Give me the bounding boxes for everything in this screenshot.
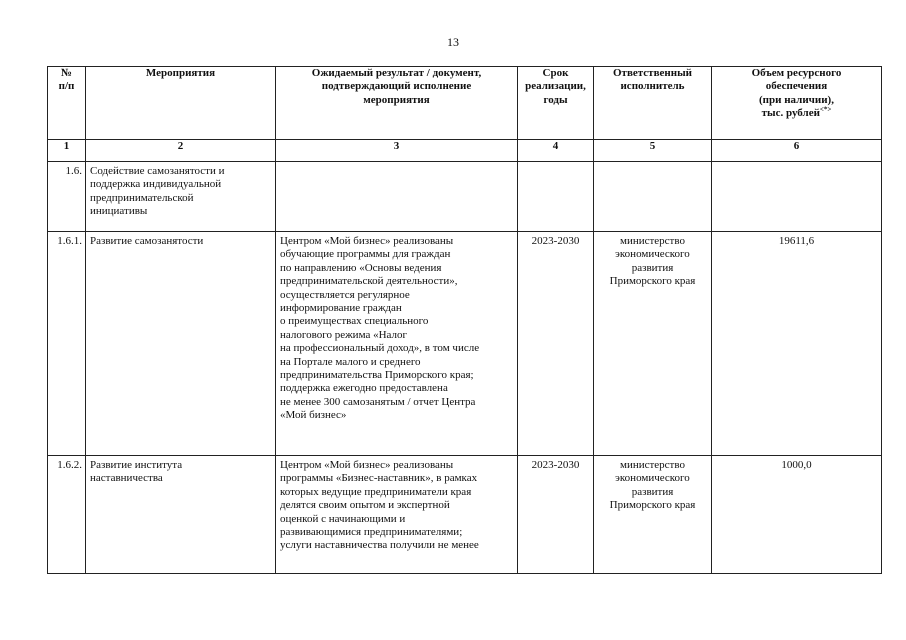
amount-cell: 1000,0: [712, 456, 882, 574]
executor-text-line: развития: [631, 485, 674, 498]
column-number: 1: [48, 140, 86, 162]
plan-table: [47, 66, 882, 574]
table-row: [48, 162, 882, 232]
result-text-line: осуществляется регулярное: [280, 288, 410, 301]
result-text-line: Центром «Мой бизнес» реализованы: [280, 459, 454, 471]
amount-cell: 19611,6: [712, 232, 882, 456]
header-text-line: п/п: [58, 80, 75, 93]
row-number-cell: 1.6.1.: [48, 232, 86, 456]
result-text-line: услуги наставничества получили не менее: [280, 539, 479, 552]
result-cell: [276, 162, 518, 232]
amount-cell: [712, 162, 882, 232]
header-text-line: годы: [543, 93, 568, 106]
header-number: [48, 67, 86, 140]
header-term: [518, 67, 594, 140]
event-cell: [86, 456, 276, 574]
result-text-line: обучающие программы для граждан: [280, 248, 451, 261]
event-text-line: поддержка индивидуальной: [90, 178, 222, 191]
header-text-line: исполнитель: [620, 80, 685, 93]
row-number-cell: 1.6.2.: [48, 456, 86, 574]
table-row: [48, 456, 882, 574]
executor-text-line: министерство: [619, 235, 685, 247]
result-text-line: на Портале малого и среднего: [280, 355, 421, 368]
result-text-line: делятся своим опытом и экспертной: [280, 499, 450, 512]
executor-text-line: развития: [631, 261, 674, 274]
result-text-line: на профессиональный доход», в том числе: [280, 342, 480, 355]
table-header-row: [48, 67, 882, 140]
event-text-line: инициативы: [90, 205, 148, 218]
term-cell: 2023-2030: [518, 232, 594, 456]
row-number-cell: 1.6.: [48, 162, 86, 232]
result-text-line: о преимуществах специального: [280, 315, 429, 328]
header-text-line: Срок: [542, 67, 569, 79]
term-cell: [518, 162, 594, 232]
result-text-line: информирование граждан: [280, 302, 402, 315]
executor-text-line: экономического: [615, 472, 690, 485]
result-text-line: «Мой бизнес»: [280, 409, 347, 422]
executor-text-line: министерство: [619, 459, 685, 471]
header-text-line: №: [60, 67, 73, 79]
result-text-line: Центром «Мой бизнес» реализованы: [280, 235, 454, 247]
header-result: [276, 67, 518, 140]
executor-cell: [594, 232, 712, 456]
result-text-line: по направлению «Основы ведения: [280, 261, 442, 274]
executor-text-line: Приморского края: [609, 275, 696, 288]
event-cell: [86, 232, 276, 456]
result-text-line: которых ведущие предприниматели края: [280, 485, 472, 498]
event-text-line: Развитие самозанятости: [90, 235, 204, 247]
header-text-line: мероприятия: [363, 93, 430, 106]
column-number: 3: [276, 140, 518, 162]
result-text-line: развивающимися предпринимателями;: [280, 526, 463, 539]
result-text-line: предпринимательства Приморского края;: [280, 369, 474, 382]
header-executor: [594, 67, 712, 140]
footnote-marker: <*>: [819, 105, 832, 114]
executor-cell: [594, 162, 712, 232]
header-text-line: реализации,: [525, 80, 586, 93]
result-text-line: оценкой с начинающими и: [280, 512, 406, 525]
header-text-line: Объем ресурсного: [751, 67, 842, 79]
result-cell: [276, 232, 518, 456]
event-text-line: наставничества: [90, 472, 163, 485]
column-number: 4: [518, 140, 594, 162]
column-number: 2: [86, 140, 276, 162]
event-cell: [86, 162, 276, 232]
executor-cell: [594, 456, 712, 574]
header-text-line: подтверждающий исполнение: [321, 80, 472, 93]
event-text-line: Содействие самозанятости и: [90, 165, 225, 177]
table-row: [48, 232, 882, 456]
result-text-line: предпринимательской деятельности»,: [280, 275, 458, 288]
event-text-line: Развитие института: [90, 459, 183, 471]
column-number: 6: [712, 140, 882, 162]
header-events: Мероприятия: [86, 67, 276, 140]
column-number: 5: [594, 140, 712, 162]
event-text-line: предпринимательской: [90, 191, 194, 204]
page-number: 13: [447, 35, 459, 49]
result-text-line: налогового режима «Налог: [280, 328, 408, 341]
header-text-line: обеспечения: [765, 80, 828, 93]
result-cell: [276, 456, 518, 574]
result-text-line: программы «Бизнес-наставник», в рамках: [280, 472, 478, 485]
header-text-line: (при наличии),: [759, 93, 834, 106]
result-text-line: поддержка ежегодно предоставлена: [280, 382, 448, 395]
executor-text-line: Приморского края: [609, 499, 696, 512]
executor-text-line: экономического: [615, 248, 690, 261]
header-amount: [712, 67, 882, 140]
header-text-line: Ожидаемый результат / документ,: [311, 67, 482, 79]
term-cell: 2023-2030: [518, 456, 594, 574]
result-text-line: не менее 300 самозанятым / отчет Центра: [280, 395, 476, 408]
header-text-line: Ответственный: [612, 67, 693, 79]
column-numbers-row: [48, 140, 882, 162]
header-text-line: тыс. рублей<*>: [761, 105, 832, 120]
